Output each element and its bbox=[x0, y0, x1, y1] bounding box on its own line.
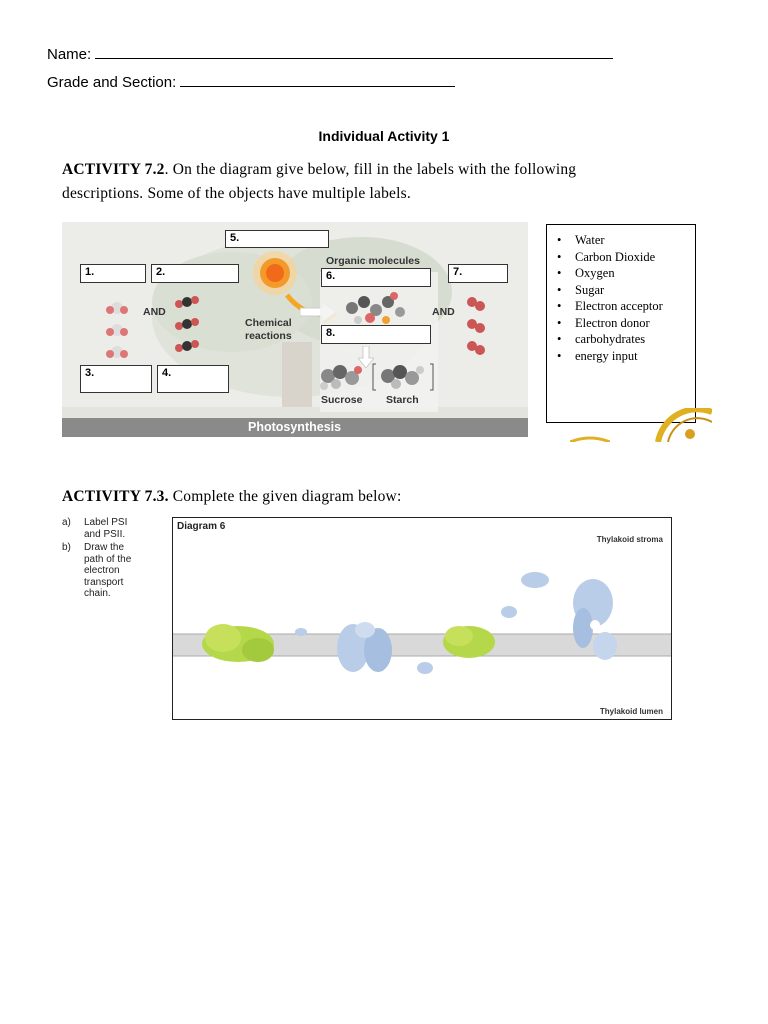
description-item: • energy input bbox=[547, 348, 695, 365]
label-box-7[interactable]: 7. bbox=[448, 264, 508, 283]
instruction-marker: b) bbox=[62, 542, 71, 553]
description-item: • carbohydrates bbox=[547, 331, 695, 348]
label-box-3[interactable]: 3. bbox=[80, 365, 152, 393]
thylakoid-stroma-label: Thylakoid stroma bbox=[596, 535, 663, 544]
instruction-line: transport bbox=[84, 576, 124, 588]
activity-7-3-text: Complete the given diagram below: bbox=[168, 488, 402, 505]
descriptions-box bbox=[546, 224, 696, 423]
instruction-line: electron bbox=[84, 565, 120, 576]
activity-7-2-instructions bbox=[62, 161, 682, 203]
label-box-4[interactable]: 4. bbox=[157, 365, 229, 393]
activity-7-2-line2: descriptions. Some of the objects have multiple labels. bbox=[62, 185, 411, 202]
activity-7-2-line1: . On the diagram give below, fill in the labels with the following bbox=[164, 161, 577, 178]
name-input-line[interactable] bbox=[95, 44, 613, 59]
descriptions-list bbox=[547, 232, 695, 364]
thylakoid-membrane-icon bbox=[173, 518, 672, 720]
activity-7-2-number: ACTIVITY 7.2 bbox=[62, 161, 165, 178]
sucrose-molecule-icon bbox=[318, 362, 368, 394]
organic-molecules-text: Organic molecules bbox=[326, 255, 420, 267]
description-item: • Oxygen bbox=[547, 265, 695, 282]
sucrose-text: Sucrose bbox=[321, 394, 363, 406]
seal-fragment-left-icon bbox=[570, 434, 610, 442]
instruction-line: chain. bbox=[84, 588, 111, 599]
photosynthesis-banner-text: Photosynthesis bbox=[248, 420, 342, 434]
reactions-text: reactions bbox=[245, 330, 292, 342]
seal-fragment-icon bbox=[654, 408, 712, 442]
instruction-b bbox=[62, 542, 162, 600]
thylakoid-lumen-label: Thylakoid lumen bbox=[599, 707, 663, 716]
photosynthesis-diagram bbox=[62, 222, 528, 437]
grade-input-line[interactable] bbox=[180, 72, 455, 87]
oxygen-molecules-icon bbox=[462, 294, 492, 364]
water-molecules-icon bbox=[102, 300, 132, 370]
description-item: • Electron acceptor bbox=[547, 298, 695, 315]
carbon-dioxide-molecules-icon bbox=[172, 294, 202, 364]
instruction-line: Label PSI bbox=[84, 517, 128, 528]
and-left-text: AND bbox=[143, 306, 166, 318]
organic-molecule-cluster-icon bbox=[342, 290, 412, 330]
description-item: • Electron donor bbox=[547, 315, 695, 332]
thylakoid-diagram[interactable] bbox=[172, 517, 672, 720]
label-box-1[interactable]: 1. bbox=[80, 264, 146, 283]
description-item: • Carbon Dioxide bbox=[547, 249, 695, 266]
label-box-6[interactable]: 6. bbox=[321, 268, 431, 287]
starch-text: Starch bbox=[386, 394, 419, 406]
label-box-2[interactable]: 2. bbox=[151, 264, 239, 283]
grade-field bbox=[47, 72, 455, 91]
instruction-a bbox=[62, 517, 162, 540]
name-field bbox=[47, 44, 613, 63]
grade-label: Grade and Section: bbox=[47, 74, 177, 91]
instruction-line: path of the bbox=[84, 553, 132, 565]
instruction-marker: a) bbox=[62, 517, 71, 528]
diagram-title: Diagram 6 bbox=[177, 521, 226, 532]
label-box-8[interactable]: 8. bbox=[321, 325, 431, 344]
activity-7-3-number: ACTIVITY 7.3. bbox=[62, 488, 169, 505]
page-title: Individual Activity 1 bbox=[318, 128, 450, 144]
activity-7-3-instructions bbox=[62, 488, 401, 506]
name-label: Name: bbox=[47, 46, 92, 63]
instruction-line: Draw the bbox=[84, 542, 125, 553]
description-item: • Sugar bbox=[547, 282, 695, 299]
starch-molecule-icon bbox=[372, 360, 438, 394]
instruction-line: and PSII. bbox=[84, 528, 126, 540]
label-box-5[interactable]: 5. bbox=[225, 230, 329, 248]
activity-7-3-side-instructions bbox=[62, 517, 162, 600]
and-right-text: AND bbox=[432, 306, 455, 318]
chemical-text: Chemical bbox=[245, 317, 292, 329]
description-item: • Water bbox=[547, 232, 695, 249]
